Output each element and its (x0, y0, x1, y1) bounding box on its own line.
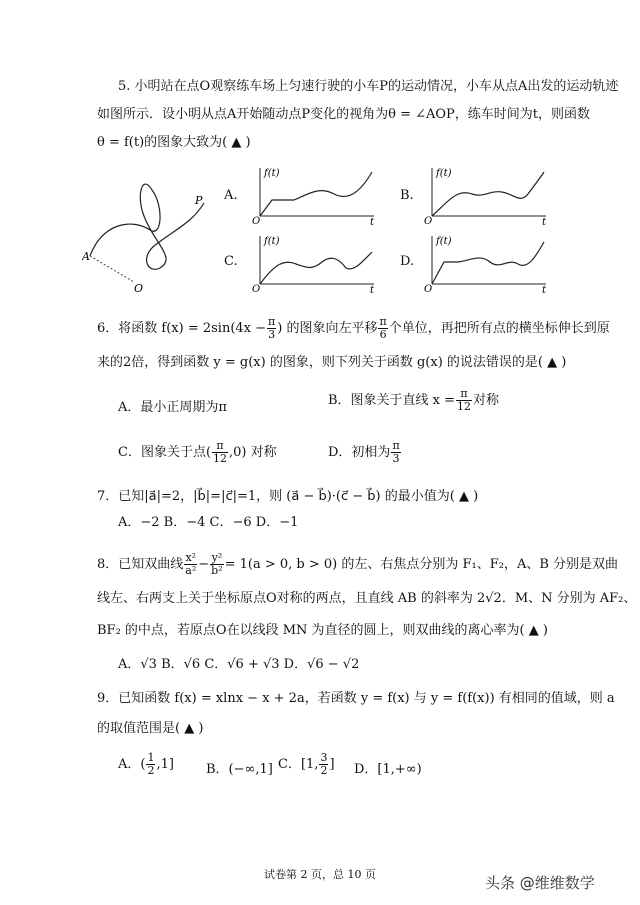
q6-line2: 来的2倍，得到函数 y = g(x) 的图象，则下列关于函数 g(x) 的说法错误的是( ▲ ) (97, 355, 567, 370)
q6-option-b-text: B．图象关于直线 x = (328, 393, 456, 408)
q5-graph-d-origin: O (424, 284, 433, 294)
q5-graph-d-axis: f(t) (436, 236, 452, 247)
q6-option-b-den: 12 (457, 400, 472, 413)
q5-line2: 如图所示．设小明从点A开始随动点P变化的视角为θ = ∠AOP，练车时间为t，则函数 (97, 107, 591, 122)
q8-f1-den: a² (185, 564, 197, 577)
q6-option-d-num: π (392, 439, 400, 452)
q6-option-c-post: ,0) 对称 (229, 445, 277, 460)
q7-options: A．−2 B．−4 C．−6 D．−1 (118, 515, 299, 530)
q8-line1 (97, 552, 618, 577)
q5-option-d-label: D. (400, 254, 415, 269)
q9-option-a-fraction (146, 752, 155, 777)
q5-graph-d (422, 232, 552, 294)
q5-label-o: O (134, 282, 144, 295)
q9-line1: 9．已知函数 f(x) = xlnx − x + 2a，若函数 y = f(x) 与 y = f(f(x)) 有相同的值域，则 a (97, 691, 615, 706)
q6-text-1: 6．将函数 f(x) = 2sin(4x − (97, 321, 267, 336)
q5-graph-a-origin: O (252, 216, 261, 226)
q8-fraction-1 (184, 552, 197, 577)
q6-f2-den: 6 (379, 328, 387, 341)
q9-option-a-post: ,1] (156, 757, 174, 772)
q9-line2: 的取值范围是( ▲ ) (97, 721, 204, 736)
q8-text-1: 8．已知双曲线 (97, 557, 184, 572)
q6-option-c-den: 12 (213, 452, 228, 465)
q5-graph-c-origin: O (252, 284, 261, 294)
q6-option-c-num: π (212, 440, 228, 453)
q9-option-c (278, 752, 335, 777)
q6-option-d-den: 3 (392, 452, 400, 465)
page-footer: 试卷第 2 页，总 10 页 (264, 868, 376, 881)
q5-graph-b (422, 164, 552, 226)
q5-graph-b-origin: O (424, 216, 433, 226)
q9-option-b: B．(−∞,1] (206, 762, 273, 777)
q8-line2: 线左、右两支上关于坐标原点O对称的两点，且直线 AB 的斜率为 2√2．M、N 分别为 AF₂、 (97, 591, 637, 606)
q6-option-d (328, 440, 402, 465)
q6-option-b-post: 对称 (473, 393, 500, 408)
q5-graph-a (250, 164, 380, 226)
q5-graph-b-t: t (542, 217, 547, 226)
q6-text-2: ) 的图象向左平移 (277, 321, 378, 336)
q7-line1: 7．已知|a⃗|=2，|b⃗|=|c⃗|=1，则 (a⃗ − b⃗)·(c⃗ − b⃗) 的最小值为( ▲ ) (97, 489, 479, 504)
q6-option-c-fraction (212, 440, 228, 465)
q8-minus: − (198, 557, 210, 572)
q6-text-3: 个单位，再把所有点的横坐标伸长到原 (388, 321, 610, 336)
q8-fraction-2 (210, 552, 223, 577)
q5-graph-a-axis: f(t) (264, 168, 280, 179)
q6-option-c-text: C．图象关于点( (118, 445, 212, 460)
q9-option-c-post: ] (329, 757, 335, 772)
q5-graph-d-t: t (542, 285, 547, 294)
q5-graph-c-t: t (370, 285, 375, 294)
q8-f2-num: y² (211, 551, 223, 564)
q6-f1-den: 3 (268, 328, 276, 341)
q5-trajectory-figure (82, 168, 222, 298)
q5-label-p: P (195, 194, 203, 207)
q5-option-b-label: B. (400, 188, 414, 203)
q6-option-b-fraction (456, 388, 472, 413)
q6-option-a: A．最小正周期为π (118, 400, 227, 415)
q9-option-c-num: 3 (320, 751, 328, 764)
q5-line3: θ = f(t)的图象大致为( ▲ ) (97, 135, 251, 150)
q5-graph-b-axis: f(t) (436, 168, 452, 179)
q6-f1-num: π (268, 315, 276, 328)
q6-fraction-1 (267, 316, 276, 341)
q8-options: A．√3 B．√6 C．√6 + √3 D．√6 − √2 (118, 657, 360, 672)
q5-label-a: A (82, 250, 90, 263)
q8-f1-num: x² (185, 551, 197, 564)
q5-graph-a-t: t (370, 217, 375, 226)
q9-option-d: D．[1,+∞) (354, 762, 422, 777)
q5-line1: 5. 小明站在点O观察练车场上匀速行驶的小车P的运动情况，小车从点A出发的运动轨迹 (118, 79, 619, 94)
q8-text-2: = 1(a > 0, b > 0) 的左、右焦点分别为 F₁、F₂，A、B 分别是双曲 (224, 557, 619, 572)
q9-option-a-text: A．( (118, 757, 146, 772)
q5-option-a-label: A. (224, 188, 238, 203)
q9-option-c-den: 2 (320, 764, 328, 777)
q9-option-c-text: C．[1, (278, 757, 319, 772)
watermark: 头条 @维维数学 (485, 874, 595, 892)
q6-option-d-text: D．初相为 (328, 445, 391, 460)
q9-option-a (118, 752, 174, 777)
q6-line1 (97, 316, 610, 341)
q9-option-a-num: 1 (147, 751, 155, 764)
q6-option-d-fraction (391, 440, 400, 465)
q8-line3: BF₂ 的中点，若原点O在以线段 MN 为直径的圆上，则双曲线的离心率为( ▲ ) (97, 623, 548, 638)
q9-option-c-fraction (319, 752, 328, 777)
q6-option-c (118, 440, 277, 465)
q5-graph-c-axis: f(t) (264, 236, 280, 247)
q5-graph-c (250, 232, 380, 294)
q5-option-c-label: C. (224, 254, 238, 269)
q6-f2-num: π (379, 315, 387, 328)
q6-option-b-num: π (456, 388, 472, 401)
q6-fraction-2 (378, 316, 387, 341)
q9-option-a-den: 2 (147, 764, 155, 777)
q6-option-b (328, 388, 499, 413)
q8-f2-den: b² (211, 564, 223, 577)
